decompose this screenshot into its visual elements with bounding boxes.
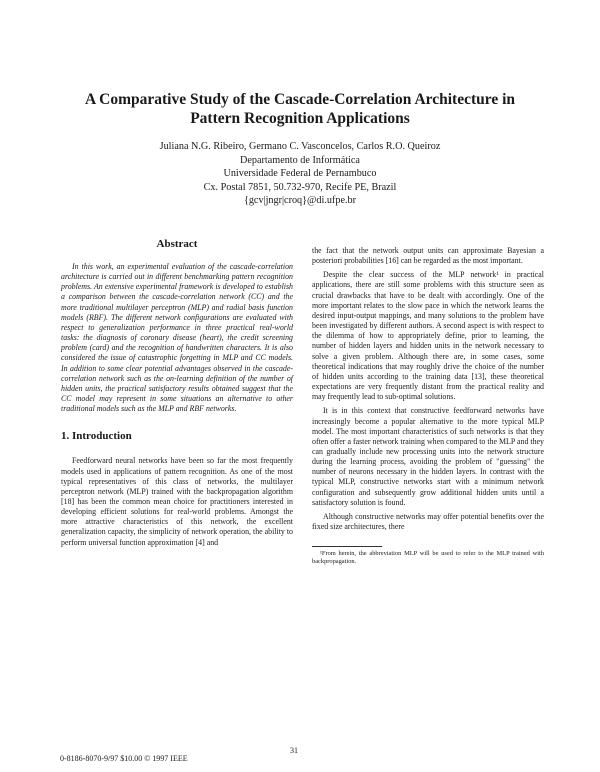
- abstract-heading: Abstract: [156, 238, 198, 250]
- paper-title: A Comparative Study of the Cascade-Correlation Architecture in Pattern Recognition Applications: [84, 91, 516, 127]
- author-block: [100, 140, 500, 208]
- abstract-text: In this work, an experimental evaluation of the cascade-correlation architecture is carried out in different benchmarking pattern recognition problems. An extensive experimental framework is developed to establish a comparison between the cascade-correlation network (CC) and the more traditional multilayer perceptron (MLP) and radial basis function models (RBF). The different network configurations are evaluated with respect to generalization performance in three practical real-world tasks: the diagnosis of coronary disease (heart), the credit screening problem (card) and the recognition of handwritten characters. It is also considered the issue of catastrophic forgetting in MLP and CC models. In addition to some clear potential advantages observed in the cascade-correlation network such as the on-learning definition of the number of hidden units, the practical satisfactory results obtained suggest that the CC model may represent in some situations an alternative to other traditional models such as the MLP and RBF networks.: [61, 262, 293, 414]
- footnote-divider: [312, 546, 382, 547]
- page-number: 31: [290, 746, 298, 755]
- author-university: Universidade Federal de Pernambuco: [223, 168, 377, 179]
- introduction-paragraph: Feedforward neural networks have been so far the most frequently models used in applications of pattern recognition. As one of the most typical representatives of this class of networks, the multilayer perceptron network (MLP) trained with the backpropagation algorithm [18] has been the common mean choice for practitioners interested in developing efficient solutions for real-world problems. Amongst the more attractive characteristics of this network, the excellent generalization capacity, the simplicity of network operation, the ability to perform universal function approximation [4] and: [61, 456, 293, 547]
- body-paragraph: It is in this context that constructive feedforward networks have increasingly become a popular alternative to the more typical MLP model. The most important characteristics of such networks is that they often offer a faster network training when compared to the MLP and they can gradually include new processing units into the network structure during the learning process, avoiding the problem of "guessing" the number of neurons necessary in the hidden layers. In contrast with the typical MLP, constructive networks start with a minimum network configuration and subsequently grow additional hidden units until a satisfactory solution is found.: [312, 406, 544, 507]
- footnote: ¹From herein, the abbreviation MLP will be used to refer to the MLP trained with backpropagation.: [312, 550, 544, 566]
- left-column: [61, 238, 293, 552]
- body-paragraph: Despite the clear success of the MLP network¹ in practical applications, there are still some problems with this structure seen as crucial drawbacks that have to be dealt with accordingly. One of the more important relates to the slow pace in which the network learns the desired input-output mappings, and many solutions to the problem have been investigated by different authors. A second aspect is with respect to the dilemma of how to appropriately define, prior to learning, the number of hidden layers and hidden units in the network necessary to solve a given problem. Although there are, in some cases, some theoretical indications that may roughly drive the choice of the number of hidden units according to the training data [13], these theoretical expectations are very frequently distant from the practical reality and may frequently lead to sub-optimal solutions.: [312, 270, 544, 402]
- right-column: [312, 246, 544, 566]
- author-address: Cx. Postal 7851, 50.732-970, Recife PE, Brazil: [203, 181, 397, 193]
- author-department: Departamento de Informática: [240, 154, 360, 166]
- body-paragraph: the fact that the network output units can approximate Bayesian a posteriori probabilities [16] can be regarded as the most important.: [312, 246, 544, 266]
- body-paragraph: Although constructive networks may offer potential benefits over the fixed size architectures, there: [312, 511, 544, 532]
- author-email: {gcv|jngr|croq}@di.ufpe.br: [243, 195, 357, 206]
- copyright-notice: 0-8186-8070-9/97 $10.00 © 1997 IEEE: [60, 754, 188, 763]
- author-names: Juliana N.G. Ribeiro, Germano C. Vasconcelos, Carlos R.O. Queiroz: [159, 141, 441, 152]
- introduction-heading: 1. Introduction: [61, 430, 132, 443]
